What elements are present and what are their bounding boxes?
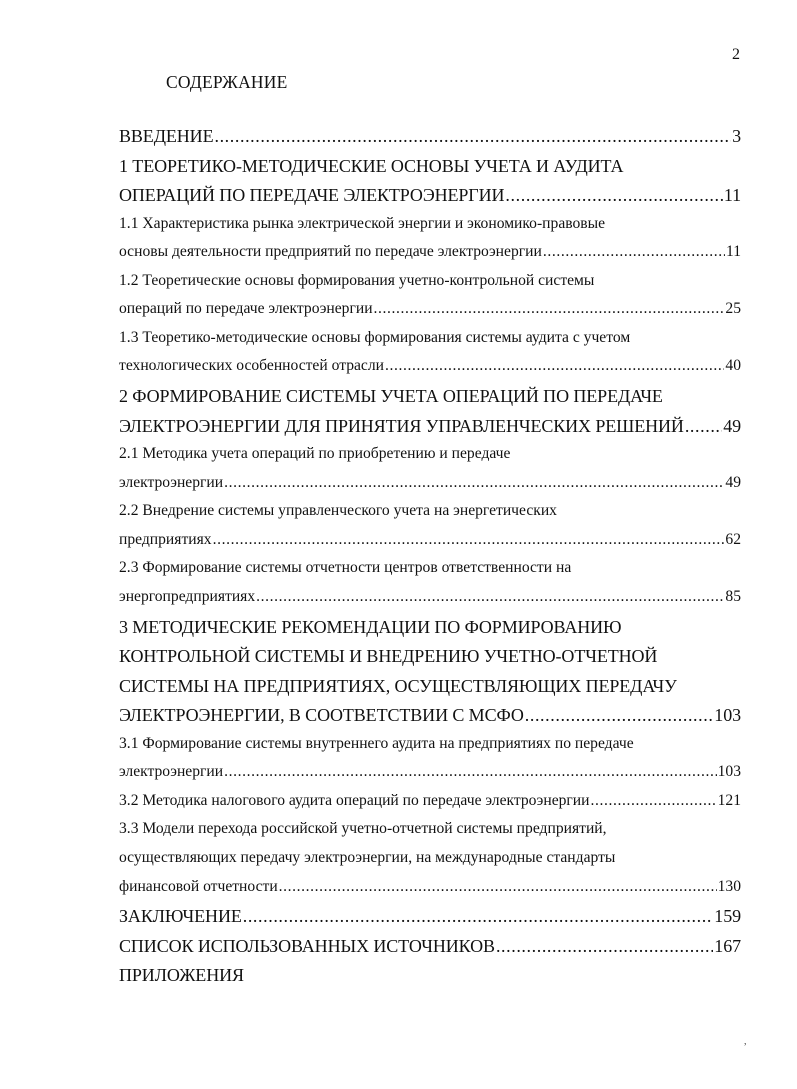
toc-line-text: 2.1 Методика учета операций по приобретению и передаче: [119, 445, 511, 463]
toc-page-number: 11: [723, 185, 741, 205]
toc-line: [119, 878, 741, 907]
dot-leader: [224, 763, 716, 781]
toc-title: СОДЕРЖАНИЕ: [166, 72, 288, 92]
toc-page-number: 159: [714, 906, 741, 927]
toc-line: [119, 243, 741, 272]
toc-page-number: 103: [717, 763, 741, 781]
toc-entry: [119, 272, 741, 329]
page-number: 2: [732, 46, 740, 63]
toc-line-text: энергопредприятиях: [119, 588, 256, 606]
dot-leader: [591, 792, 717, 810]
toc-line: [119, 936, 741, 966]
dot-leader: [525, 705, 714, 726]
toc-line: [119, 416, 741, 446]
toc-entry: [119, 156, 741, 215]
dot-leader: [505, 185, 722, 206]
toc-line-text: 3.2 Методика налогового аудита операций по передаче электроэнергии: [119, 791, 590, 809]
toc-line-text: 2.2 Внедрение системы управленческого учета на энергетических: [119, 502, 557, 520]
toc-line-text: СПИСОК ИСПОЛЬЗОВАННЫХ ИСТОЧНИКОВ: [119, 935, 495, 956]
toc-line: [119, 617, 741, 647]
toc-line-text: 3.1 Формирование системы внутреннего аудита на предприятиях по передаче: [119, 734, 634, 752]
toc-line: [119, 185, 741, 215]
toc-line: [119, 763, 741, 792]
toc-line: [119, 126, 741, 156]
toc-entry: [119, 559, 741, 616]
toc-line: [119, 329, 741, 358]
dot-leader: [213, 531, 725, 549]
toc-page-number: 25: [725, 300, 741, 318]
toc-entry: [119, 820, 741, 906]
toc-line: [119, 156, 741, 186]
toc-line-text: 1.3 Теоретико-методические основы формирования системы аудита с учетом: [119, 328, 631, 346]
toc-line-text: основы деятельности предприятий по передаче электроэнергии: [119, 243, 542, 261]
dot-leader: [685, 416, 722, 437]
toc-line: [119, 531, 741, 560]
toc-line-text: 1.1 Характеристика рынка электрической энергии и экономико-правовые: [119, 214, 606, 232]
toc-entry: [119, 386, 741, 445]
toc-line: [119, 272, 741, 301]
toc-line: [119, 386, 741, 416]
toc-line-text: 2.3 Формирование системы отчетности центров ответственности на: [119, 559, 572, 577]
dot-leader: [279, 878, 717, 896]
toc-line: [119, 792, 741, 821]
dot-leader: [256, 588, 724, 606]
toc-entry: [119, 617, 741, 735]
toc-entry: [119, 906, 741, 936]
toc-line-text: осуществляющих передачу электроэнергии, на международные стандарты: [119, 849, 616, 866]
toc-page-number: 40: [725, 357, 741, 375]
toc-line-text: ПРИЛОЖЕНИЯ: [119, 965, 244, 986]
toc-line: [119, 300, 741, 329]
toc-line: [119, 906, 741, 936]
toc-line-text: финансовой отчетности: [119, 877, 278, 895]
toc-page-number: 62: [725, 530, 741, 548]
toc-line-text: предприятиях: [119, 530, 212, 548]
dot-leader: [543, 243, 725, 261]
dot-leader: [385, 357, 724, 375]
table-of-contents: [119, 126, 741, 995]
toc-line-text: ЭЛЕКТРОЭНЕРГИИ ДЛЯ ПРИНЯТИЯ УПРАВЛЕНЧЕСКИХ РЕШЕНИЙ: [119, 415, 684, 436]
dot-leader: [243, 906, 714, 927]
toc-line-text: СИСТЕМЫ НА ПРЕДПРИЯТИЯХ, ОСУЩЕСТВЛЯЮЩИХ ПЕРЕДАЧУ: [119, 675, 677, 696]
toc-line: [119, 646, 741, 676]
toc-line: [119, 588, 741, 617]
toc-page-number: 49: [725, 473, 741, 491]
toc-entry: [119, 502, 741, 559]
toc-line-text: 1.2 Теоретические основы формирования учетно-контрольной системы: [119, 271, 595, 289]
toc-line: [119, 820, 741, 849]
toc-line: [119, 357, 741, 386]
dot-leader: [214, 126, 731, 147]
toc-line: [119, 676, 741, 706]
toc-line-text: ОПЕРАЦИЙ ПО ПЕРЕДАЧЕ ЭЛЕКТРОЭНЕРГИИ: [119, 185, 505, 205]
toc-page-number: 167: [714, 935, 741, 956]
toc-page-number: 85: [725, 588, 741, 606]
dot-leader: [496, 936, 713, 957]
toc-line: [119, 849, 741, 878]
toc-line-text: ВВЕДЕНИЕ: [119, 126, 214, 146]
toc-entry: [119, 445, 741, 502]
dot-leader: [224, 474, 724, 492]
toc-line: [119, 559, 741, 588]
toc-entry: [119, 792, 741, 821]
toc-line: [119, 705, 741, 735]
toc-page-number: 49: [723, 415, 741, 436]
toc-line-text: 3 МЕТОДИЧЕСКИЕ РЕКОМЕНДАЦИИ ПО ФОРМИРОВАНИЮ: [119, 616, 622, 637]
toc-line-text: электроэнергии: [119, 763, 224, 781]
toc-entry: [119, 329, 741, 386]
toc-page-number: 11: [725, 243, 741, 261]
toc-line: [119, 215, 741, 244]
toc-line-text: 2 ФОРМИРОВАНИЕ СИСТЕМЫ УЧЕТА ОПЕРАЦИЙ ПО ПЕРЕДАЧЕ: [119, 386, 663, 407]
toc-line: [119, 965, 741, 995]
toc-entry: [119, 965, 741, 995]
toc-entry: [119, 735, 741, 792]
toc-line: [119, 474, 741, 503]
toc-entry: [119, 215, 741, 272]
toc-entry: [119, 126, 741, 156]
toc-line-text: ЗАКЛЮЧЕНИЕ: [119, 906, 242, 927]
toc-line-text: ЭЛЕКТРОЭНЕРГИИ, В СООТВЕТСТВИИ С МСФО: [119, 705, 524, 726]
toc-line-text: КОНТРОЛЬНОЙ СИСТЕМЫ И ВНЕДРЕНИЮ УЧЕТНО-ОТЧЕТНОЙ: [119, 646, 658, 667]
toc-line-text: 3.3 Модели перехода российской учетно-отчетной системы предприятий,: [119, 820, 607, 838]
toc-line: [119, 445, 741, 474]
toc-line: [119, 502, 741, 531]
toc-page-number: 121: [717, 791, 741, 809]
toc-page-number: 130: [717, 877, 741, 895]
dot-leader: [374, 300, 725, 318]
toc-page-number: 3: [732, 126, 741, 146]
toc-line-text: операций по передаче электроэнергии: [119, 300, 373, 318]
toc-line-text: 1 ТЕОРЕТИКО-МЕТОДИЧЕСКИЕ ОСНОВЫ УЧЕТА И АУДИТА: [119, 155, 624, 176]
toc-line-text: электроэнергии: [119, 473, 224, 491]
scan-mark: ,: [744, 1036, 747, 1047]
toc-line-text: технологических особенностей отрасли: [119, 357, 384, 375]
toc-entry: [119, 936, 741, 966]
toc-line: [119, 735, 741, 764]
toc-page-number: 103: [714, 705, 741, 726]
